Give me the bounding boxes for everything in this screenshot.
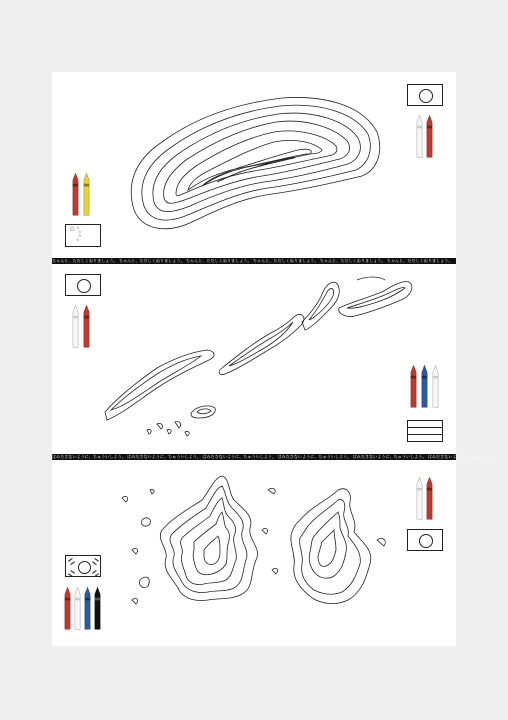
crayon-icon — [83, 302, 90, 354]
crayon-icon — [426, 112, 433, 164]
crayon-icon — [72, 302, 79, 354]
crayon-icon — [72, 170, 79, 222]
china-flag-icon: ☆ ☆ ☆ ☆ ☆ — [65, 224, 101, 247]
crayon-icon — [84, 584, 91, 636]
crayon-icon — [421, 362, 428, 414]
korea-flag-icon — [65, 555, 101, 577]
crayon-icon — [426, 474, 433, 526]
japan-flag-icon — [407, 529, 443, 551]
instruction-band-2 — [52, 454, 502, 460]
crayon-icon — [74, 584, 81, 636]
coloring-sheet — [52, 72, 502, 646]
crayon-icon — [410, 362, 417, 414]
crayon-icon — [94, 584, 101, 636]
island-map-1 — [122, 92, 392, 237]
instruction-text-2: はみださないように、ちゅういしよう。 はみださないように、ちゅういしよう。 はみださないように、ちゅういしよう。 はみださないように、ちゅういしよう。 はみださないように、ちゅういしよう。 はみださないように、ちゅういしよう。 — [52, 454, 502, 459]
crayon-icon — [416, 474, 423, 526]
island-map-3 — [122, 470, 412, 635]
crayon-icon — [83, 170, 90, 222]
island-map-2 — [97, 272, 417, 442]
crayon-icon — [64, 584, 71, 636]
instruction-text-1: ちゃんと、ただしくぬりましょう。 ちゃんと、ただしくぬりましょう。 ちゃんと、ただしくぬりましょう。 ちゃんと、ただしくぬりましょう。 ちゃんと、ただしくぬりましょう。 ちゃんと、ただしくぬりましょう。 — [52, 258, 453, 263]
russia-flag-icon — [407, 420, 443, 442]
japan-flag-icon — [407, 84, 443, 106]
instruction-band-1 — [52, 258, 456, 264]
japan-flag-icon — [65, 274, 101, 296]
crayon-icon — [432, 362, 439, 414]
crayon-icon — [416, 112, 423, 164]
